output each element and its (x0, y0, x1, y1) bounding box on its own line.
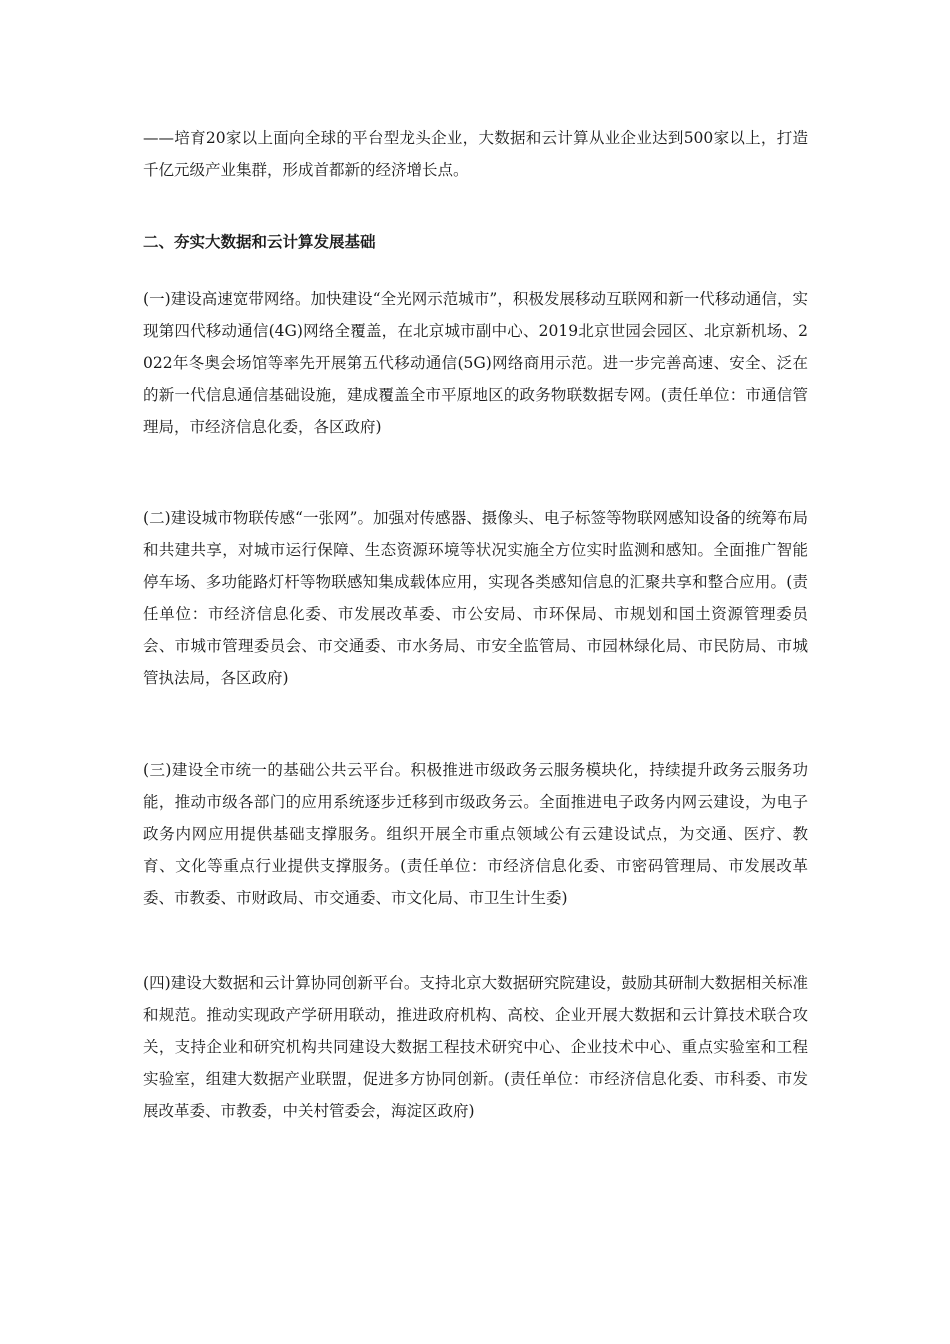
paragraph-broadband-network: (一)建设高速宽带网络。加快建设“全光网示范城市”，积极发展移动互联网和新一代移动通信，实现第四代移动通信(4G)网络全覆盖，在北京城市副中心、2019北京世园会园区、北京新机场、2022年冬奥会场馆等率先开展第五代移动通信(5G)网络商用示范。进一步完善高速、安全、泛在的新一代信息通信基础设施，建成覆盖全市平原地区的政务物联数据专网。(责任单位：市通信管理局，市经济信息化委，各区政府) (143, 290, 808, 436)
intro-paragraph: ——培育20家以上面向全球的平台型龙头企业，大数据和云计算从业企业达到500家以上，打造千亿元级产业集群，形成首都新的经济增长点。 (143, 129, 808, 179)
paragraph-iot-sensing: (二)建设城市物联传感“一张网”。加强对传感器、摄像头、电子标签等物联网感知设备的统筹布局和共建共享，对城市运行保障、生态资源环境等状况实施全方位实时监测和感知。全面推广智能停车场、多功能路灯杆等物联感知集成载体应用，实现各类感知信息的汇聚共享和整合应用。(责任单位：市经济信息化委、市发展改革委、市公安局、市环保局、市规划和国土资源管理委员会、市城市管理委员会、市交通委、市水务局、市安全监管局、市园林绿化局、市民防局、市城管执法局，各区政府) (143, 509, 808, 687)
paragraph-public-cloud: (三)建设全市统一的基础公共云平台。积极推进市级政务云服务模块化，持续提升政务云服务功能，推动市级各部门的应用系统逐步迁移到市级政务云。全面推进电子政务内网云建设，为电子政务内网应用提供基础支撑服务。组织开展全市重点领域公有云建设试点，为交通、医疗、教育、文化等重点行业提供支撑服务。(责任单位：市经济信息化委、市密码管理局、市发展改革委、市教委、市财政局、市交通委、市文化局、市卫生计生委) (143, 761, 808, 907)
section-heading: 二、夯实大数据和云计算发展基础 (143, 233, 376, 251)
paragraph-innovation-platform: (四)建设大数据和云计算协同创新平台。支持北京大数据研究院建设，鼓励其研制大数据相关标准和规范。推动实现政产学研用联动，推进政府机构、高校、企业开展大数据和云计算技术联合攻关，支持企业和研究机构共同建设大数据工程技术研究中心、企业技术中心、重点实验室和工程实验室，组建大数据产业联盟，促进多方协同创新。(责任单位：市经济信息化委、市科委、市发展改革委、市教委，中关村管委会，海淀区政府) (143, 974, 808, 1120)
